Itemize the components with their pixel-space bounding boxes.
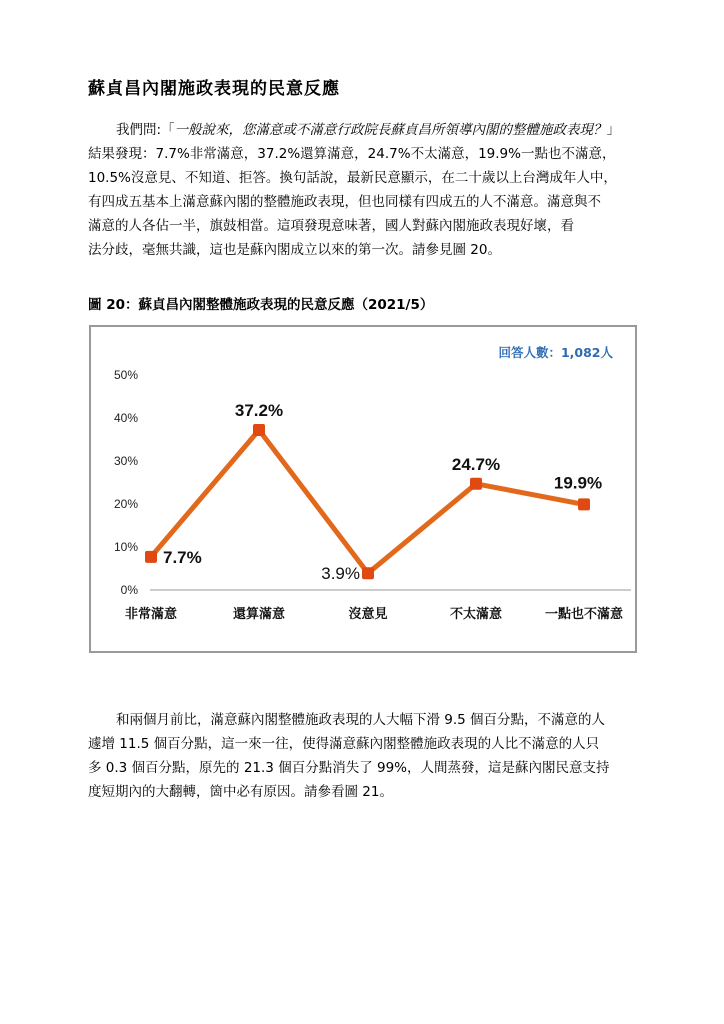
x-category-label: 不太滿意 [449,607,503,622]
figure-caption: 圖 20：蘇貞昌內閣整體施政表現的民意反應（2021/5） [88,297,434,313]
x-category-label: 沒意見 [348,607,388,622]
intro-line-3: 10.5%沒意見、不知道、拒答。換句話說，最新民意顯示，在二十歲以上台灣成年人中， [88,170,617,186]
data-label: 37.2% [234,401,284,421]
followup-line-1: 和兩個月前比，滿意蘇內閣整體施政表現的人大幅下滑 9.5 個百分點，不滿意的人 [116,712,606,728]
x-axis-labels [125,606,623,622]
followup-line-2: 遽增 11.5 個百分點，這一來一往，使得滿意蘇內閣整體施政表現的人比不滿意的人只 [88,736,600,752]
data-point-marker [362,567,374,579]
y-axis-ticks [114,368,138,597]
respondents-count: 回答人數：1,082人 [498,345,613,360]
intro-line-1 [88,118,650,142]
followup-line-4: 度短期內的大翻轉，箇中必有原因。請參看圖 21。 [88,784,393,800]
survey-question: 一般說來，您滿意或不滿意行政院長蘇貞昌所領導內閣的整體施政表現？ [174,122,607,138]
x-category-label: 非常滿意 [124,607,178,622]
data-point-marker [578,498,590,510]
intro-line-2: 結果發現：7.7%非常滿意，37.2%還算滿意，24.7%不太滿意，19.9%一點也不滿意， [88,146,616,162]
followup-line-3: 多 0.3 個百分點，原先的 21.3 個百分點消失了 99%，人間蒸發，這是蘇內閣民意支持 [88,760,610,776]
data-labels [163,401,602,583]
y-tick-label: 40% [113,411,138,425]
quote-close: 」 [606,122,621,138]
y-tick-label: 20% [113,497,138,511]
data-point-marker [145,551,157,563]
series-line [151,430,584,573]
data-point-marker [253,424,265,436]
quote-open: 我們問:「 [116,122,175,138]
section-title: 蘇貞昌內閣施政表現的民意反應 [88,79,340,99]
y-tick-label: 0% [120,583,138,597]
intro-line-5: 滿意的人各佔一半，旗鼓相當。這項發現意味著，國人對蘇內閣施政表現好壞，看 [88,218,574,234]
followup-paragraph [88,708,650,804]
data-point-marker [470,478,482,490]
line-chart [91,327,635,651]
intro-line-6: 法分歧，毫無共識，這也是蘇內閣成立以來的第一次。請參見圖 20。 [88,242,501,258]
y-tick-label: 50% [113,368,138,382]
data-label: 24.7% [451,454,501,474]
chart-frame [89,325,637,653]
data-label: 3.9% [321,564,360,584]
y-tick-label: 10% [113,540,138,554]
y-tick-label: 30% [113,454,138,468]
series-markers [145,424,590,579]
data-label: 7.7% [163,547,202,567]
data-label: 19.9% [553,473,603,493]
x-category-label: 還算滿意 [232,607,286,622]
intro-line-4: 有四成五基本上滿意蘇內閣的整體施政表現，但也同樣有四成五的人不滿意。滿意與不 [88,194,601,210]
intro-paragraph [88,118,650,262]
x-category-label: 一點也不滿意 [544,607,624,622]
